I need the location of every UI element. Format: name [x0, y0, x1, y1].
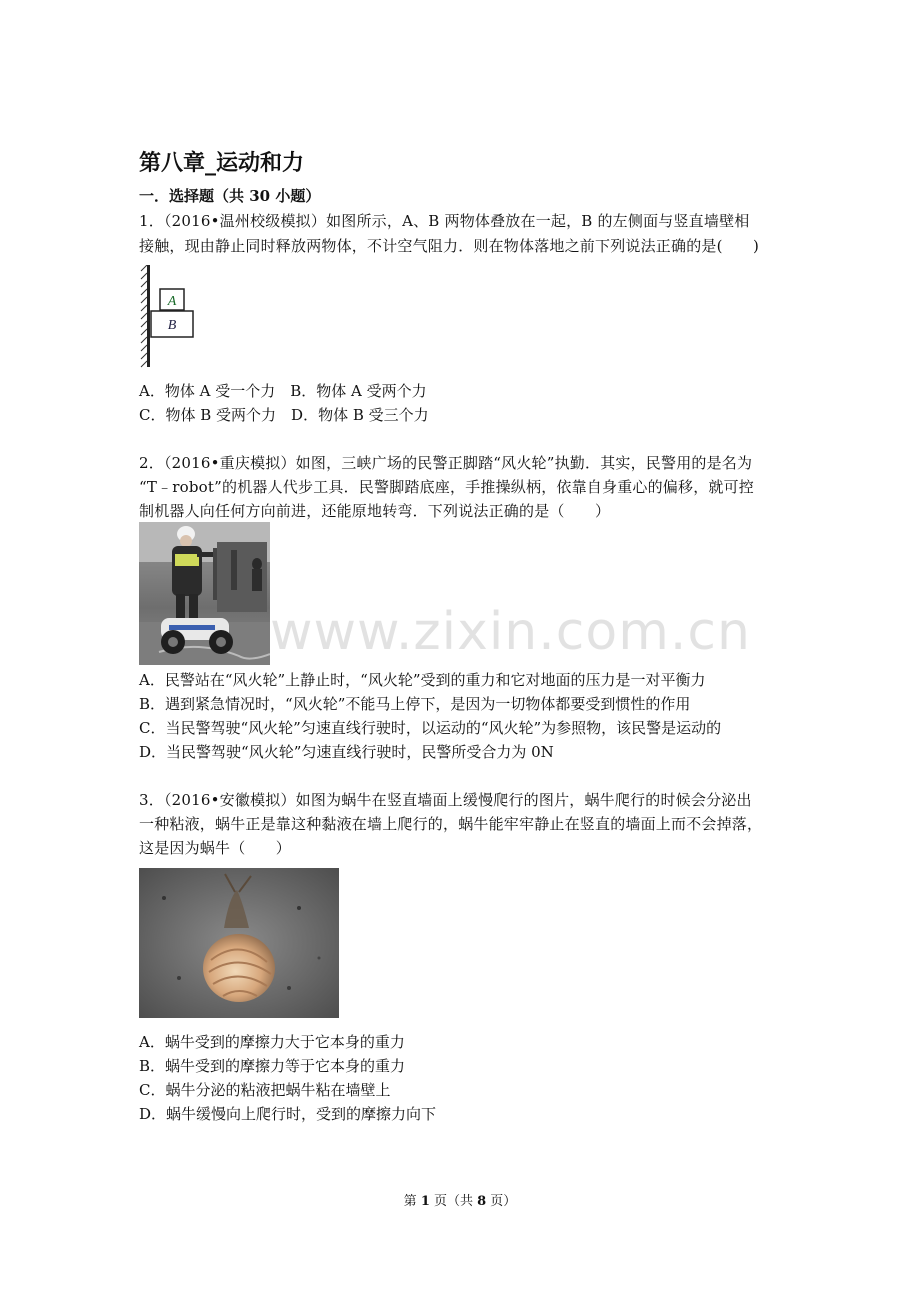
page-title: 第八章_运动和力	[139, 150, 305, 176]
police-robot-photo	[139, 522, 270, 665]
question-1-text-line-2: 接触，现由静止同时释放两物体，不计空气阻力．则在物体落地之前下列说法正确的是( )	[139, 237, 760, 255]
question-3-option-d: D．蜗牛缓慢向上爬行时，受到的摩擦力向下	[139, 1105, 437, 1123]
question-1-text-line-1: 1．（2016•温州校级模拟）如图所示，A、B 两物体叠放在一起，B 的左侧面与竖直墙壁相	[139, 212, 750, 230]
footer-page-number: 1	[420, 1194, 430, 1209]
watermark: www.zixin.com.cn	[270, 602, 751, 662]
footer-total-pages: 8	[477, 1194, 487, 1209]
question-2-option-a: A．民警站在“风火轮”上静止时，“风火轮”受到的重力和它对地面的压力是一对平衡力	[139, 671, 706, 689]
question-3-option-a: A．蜗牛受到的摩擦力大于它本身的重力	[139, 1033, 405, 1051]
question-3-option-c: C．蜗牛分泌的粘液把蜗牛粘在墙壁上	[139, 1081, 391, 1099]
question-2-option-d: D．当民警驾驶“风火轮”匀速直线行驶时，民警所受合力为 0N	[139, 743, 554, 761]
footer-prefix: 第	[403, 1194, 421, 1209]
section-heading: 一．选择题（共 30 小题）	[139, 187, 321, 205]
question-3-text-line-3: 这是因为蜗牛（ ）	[139, 839, 292, 857]
block-b-label: B	[167, 318, 177, 333]
question-2-option-b: B．遇到紧急情况时，“风火轮”不能马上停下，是因为一切物体都要受到惯性的作用	[139, 695, 691, 713]
question-2-option-c: C．当民警驾驶“风火轮”匀速直线行驶时，以运动的“风火轮”为参照物，该民警是运动的	[139, 719, 722, 737]
question-3-text-line-2: 一种粘液，蜗牛正是靠这种黏液在墙上爬行的，蜗牛能牢牢静止在竖直的墙面上而不会掉落，	[139, 815, 763, 833]
footer-suffix: 页）	[486, 1194, 517, 1209]
question-1-figure	[139, 265, 199, 369]
question-1-options-row-1: A．物体 A 受一个力 B．物体 A 受两个力	[139, 382, 427, 400]
block-a-label: A	[167, 294, 177, 309]
question-2-text-line-1: 2．（2016•重庆模拟）如图，三峡广场的民警正脚踏“风火轮”执勤．其实，民警用的是名为	[139, 454, 753, 472]
question-1-options-row-2: C．物体 B 受两个力 D．物体 B 受三个力	[139, 406, 429, 424]
question-3-option-b: B．蜗牛受到的摩擦力等于它本身的重力	[139, 1057, 406, 1075]
snail-photo	[139, 868, 339, 1018]
question-2-text-line-3: 制机器人向任何方向前进，还能原地转弯．下列说法正确的是（ ）	[139, 502, 611, 520]
wall-hatching	[141, 265, 150, 367]
page-footer	[0, 1190, 920, 1209]
footer-middle: 页（共	[429, 1194, 478, 1209]
question-3-text-line-1: 3．（2016•安徽模拟）如图为蜗牛在竖直墙面上缓慢爬行的图片，蜗牛爬行的时候会分泌出	[139, 791, 752, 809]
question-2-text-line-2: “T﹣robot”的机器人代步工具．民警脚踏底座，手推操纵柄，依靠自身重心的偏移，就可控	[139, 478, 755, 496]
